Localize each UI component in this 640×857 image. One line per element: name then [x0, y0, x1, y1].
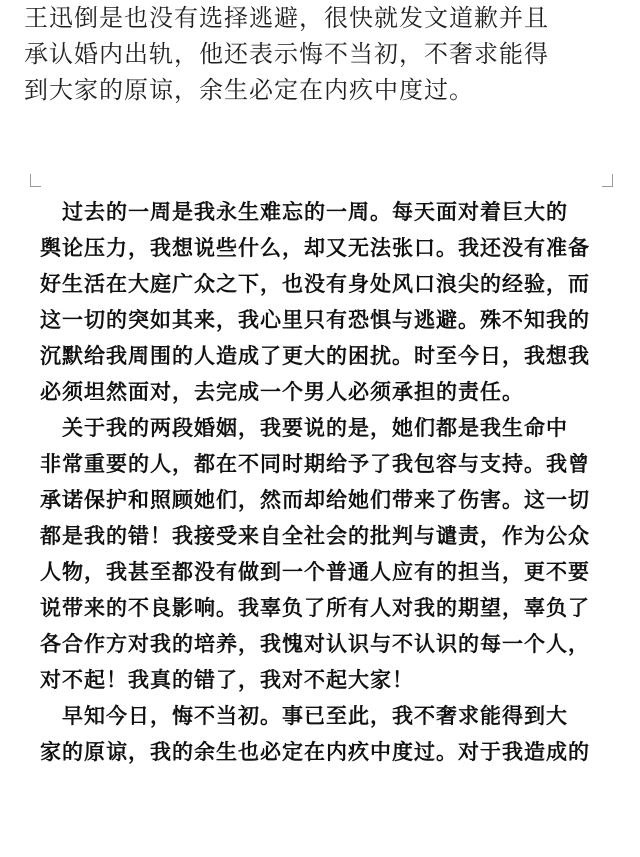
page-corner-mark: [30, 174, 41, 187]
document-line: 好生活在大庭广众之下，也没有身处风口浪尖的经验，而: [40, 272, 590, 296]
document-line: 各合作方对我的培养，我愧对认识与不认识的每一个人，: [40, 632, 590, 656]
document-line: 对不起！我真的错了，我对不起大家！: [40, 668, 414, 692]
document-line: 舆论压力，我想说些什么，却又无法张口。我还没有准备: [40, 236, 590, 260]
intro-line: 承认婚内出轨，他还表示悔不当初，不奢求能得: [24, 40, 549, 68]
document-line: 必须坦然面对，去完成一个男人必须承担的责任。: [40, 380, 524, 404]
intro-text: [24, 0, 624, 108]
document-line: 家的原谅，我的余生也必定在内疚中度过。对于我造成的: [40, 740, 590, 764]
intro-line: 到大家的原谅，余生必定在内疚中度过。: [24, 76, 474, 104]
document-line: 早知今日，悔不当初。事已至此，我不奢求能得到大: [40, 704, 568, 728]
document-line: 沉默给我周围的人造成了更大的困扰。时至今日，我想我: [40, 344, 590, 368]
intro-line: 王迅倒是也没有选择逃避，很快就发文道歉并且: [24, 4, 549, 32]
document-line: 都是我的错！我接受来自全社会的批判与谴责，作为公众: [40, 524, 590, 548]
document-line: 非常重要的人，都在不同时期给予了我包容与支持。我曾: [40, 452, 590, 476]
document-body: [40, 194, 610, 770]
document-line: 过去的一周是我永生难忘的一周。每天面对着巨大的: [40, 200, 568, 224]
apology-document: [0, 150, 640, 857]
document-line: 这一切的突如其来，我心里只有恐惧与逃避。殊不知我的: [40, 308, 590, 332]
document-line: 承诺保护和照顾她们，然而却给她们带来了伤害。这一切: [40, 488, 590, 512]
document-line: 关于我的两段婚姻，我要说的是，她们都是我生命中: [40, 416, 568, 440]
document-line: 人物，我甚至都没有做到一个普通人应有的担当，更不要: [40, 560, 590, 584]
page-corner-mark: [602, 174, 613, 187]
document-line: 说带来的不良影响。我辜负了所有人对我的期望，辜负了: [40, 596, 590, 620]
